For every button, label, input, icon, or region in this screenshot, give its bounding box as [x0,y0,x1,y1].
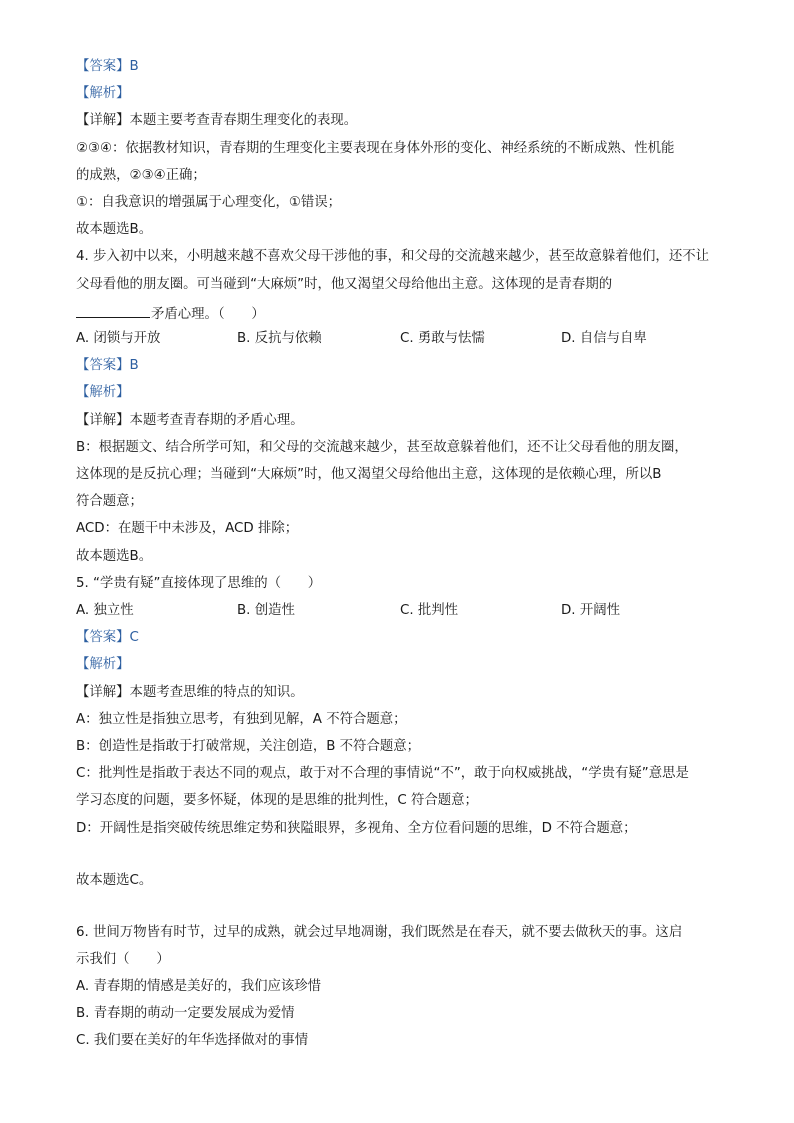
option-b: B. 青春期的萌动一定要发展成为爱情 [76,1006,295,1021]
explanation-line: ②③④：依据教材知识，青春期的生理变化主要表现在身体外形的变化、神经系统的不断成熟、性机能 [76,141,675,156]
option-a: A. 青春期的情感是美好的，我们应该珍惜 [76,979,322,994]
answer-label: 【答案】C [76,630,139,645]
explanation-line: B：创造性是指敢于打破常规，关注创造，B 不符合题意； [76,739,421,754]
conclusion-line: 故本题选B。 [76,222,153,237]
question-6-stem: 6. 世间万物皆有时节，过早的成熟，就会过早地凋谢，我们既然是在春天，就不要去做秋天的事。这启 [76,925,683,940]
explanation-line: 的成熟，②③④正确； [76,168,206,183]
analysis-label: 【解析】 [76,86,130,101]
analysis-label: 【解析】 [76,385,130,400]
question-4-stem-blank [76,303,265,324]
explanation-line: 这体现的是反抗心理；当碰到“大麻烦”时，他又渴望父母给他出主意，这体现的是依赖心理，所以B [76,467,662,482]
explanation-line: C：批判性是指敢于表达不同的观点，敢于对不合理的事情说“不”，敢于向权威挑战，“学贵有疑”意思是 [76,766,689,781]
option-c: C. 批判性 [400,603,459,618]
explanation-line: ACD：在题干中未涉及，ACD 排除； [76,521,299,536]
question-4-stem: 矛盾心理。（ ） [151,307,265,322]
explanation-line: 符合题意； [76,494,143,509]
explanation-line: 【详解】本题主要考查青春期生理变化的表现。 [76,113,358,128]
option-a: A. 闭锁与开放 [76,331,161,346]
option-a: A. 独立性 [76,603,134,618]
option-c: C. 勇敢与怯懦 [400,331,485,346]
answer-label: 【答案】B [76,59,139,74]
explanation-line: B：根据题文、结合所学可知，和父母的交流越来越少，甚至故意躲着他们，还不让父母看他的朋友圈， [76,440,688,455]
option-c: C. 我们要在美好的年华选择做对的事情 [76,1033,309,1048]
conclusion-line: 故本题选C。 [76,873,153,888]
question-4-stem: 4. 步入初中以来，小明越来越不喜欢父母干涉他的事，和父母的交流越来越少，甚至故意躲着他们，还不让 [76,249,709,264]
question-4-stem: 父母看他的朋友圈。可当碰到“大麻烦”时，他又渴望父母给他出主意。这体现的是青春期的 [76,277,613,292]
explanation-line: A：独立性是指独立思考，有独到见解，A 不符合题意； [76,712,407,727]
question-6-stem: 示我们（ ） [76,952,170,967]
explanation-line: 【详解】本题考查思维的特点的知识。 [76,685,304,700]
explanation-line: D：开阔性是指突破传统思维定势和狭隘眼界，多视角、全方位看问题的思维，D 不符合题意； [76,821,637,836]
option-d: D. 自信与自卑 [561,331,647,346]
conclusion-line: 故本题选B。 [76,549,153,564]
option-b: B. 创造性 [237,603,295,618]
explanation-line: 【详解】本题考查青春期的矛盾心理。 [76,413,304,428]
explanation-line: ①：自我意识的增强属于心理变化，①错误； [76,195,342,210]
answer-label: 【答案】B [76,358,139,373]
question-5-stem: 5. “学贵有疑”直接体现了思维的（ ） [76,576,322,591]
analysis-label: 【解析】 [76,657,130,672]
option-b: B. 反抗与依赖 [237,331,322,346]
fill-in-blank [76,303,150,318]
option-d: D. 开阔性 [561,603,620,618]
explanation-line: 学习态度的问题，要多怀疑，体现的是思维的批判性，C 符合题意； [76,793,478,808]
